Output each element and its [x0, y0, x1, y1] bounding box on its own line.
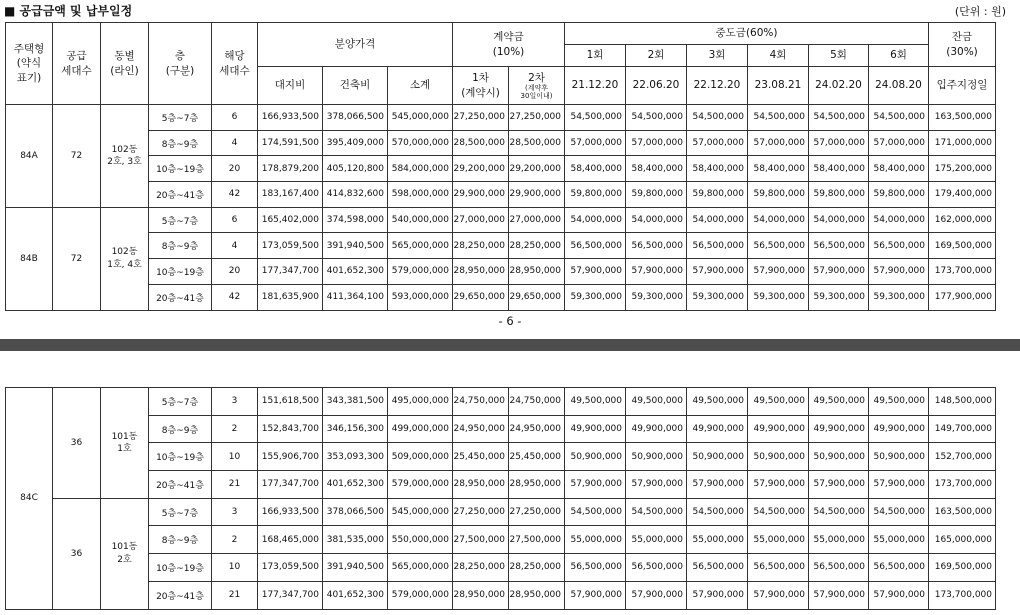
- amount-cell: 183,167,400: [258, 182, 323, 208]
- amount-cell: 378,066,500: [323, 498, 388, 526]
- amount-cell: 49,500,000: [565, 388, 626, 416]
- amount-cell: 540,000,000: [388, 207, 453, 233]
- amount-cell: 59,300,000: [809, 284, 869, 310]
- units-cell: 42: [212, 182, 258, 208]
- amount-cell: 49,900,000: [626, 415, 687, 443]
- amount-cell: 57,900,000: [687, 259, 748, 285]
- amount-cell: 49,500,000: [687, 388, 748, 416]
- amount-cell: 55,000,000: [809, 526, 869, 554]
- amount-cell: 49,900,000: [687, 415, 748, 443]
- header-round-2: 2회: [626, 45, 687, 67]
- table-row: [6, 130, 996, 156]
- amount-cell: 374,598,000: [323, 207, 388, 233]
- amount-cell: 55,000,000: [687, 526, 748, 554]
- amount-cell: 171,000,000: [929, 130, 996, 156]
- amount-cell: 56,500,000: [748, 554, 809, 582]
- header-building: 건축비: [323, 67, 388, 105]
- amount-cell: 57,900,000: [809, 471, 869, 499]
- dong-cell: 102동 1호, 4호: [101, 207, 149, 310]
- amount-cell: 173,700,000: [929, 581, 996, 609]
- amount-cell: 57,000,000: [748, 130, 809, 156]
- amount-cell: 401,652,300: [323, 259, 388, 285]
- amount-cell: 54,500,000: [809, 105, 869, 131]
- header-date-4: 23.08.21: [748, 67, 809, 105]
- supply-cell: 72: [53, 105, 101, 208]
- amount-cell: 59,800,000: [565, 182, 626, 208]
- amount-cell: 509,000,000: [388, 443, 453, 471]
- amount-cell: 54,000,000: [869, 207, 929, 233]
- amount-cell: 148,500,000: [929, 388, 996, 416]
- amount-cell: 550,000,000: [388, 526, 453, 554]
- amount-cell: 54,500,000: [626, 498, 687, 526]
- amount-cell: 54,500,000: [809, 498, 869, 526]
- amount-cell: 545,000,000: [388, 498, 453, 526]
- amount-cell: 50,900,000: [809, 443, 869, 471]
- dong-cell: 102동 2호, 3호: [101, 105, 149, 208]
- type-cell: 84B: [6, 207, 53, 310]
- amount-cell: 54,000,000: [809, 207, 869, 233]
- amount-cell: 50,900,000: [565, 443, 626, 471]
- amount-cell: 165,000,000: [929, 526, 996, 554]
- amount-cell: 570,000,000: [388, 130, 453, 156]
- amount-cell: 175,200,000: [929, 156, 996, 182]
- amount-cell: 155,906,700: [258, 443, 323, 471]
- type-cell: 84C: [6, 388, 53, 610]
- amount-cell: 57,900,000: [869, 259, 929, 285]
- amount-cell: 49,500,000: [809, 388, 869, 416]
- header-date-5: 24.02.20: [809, 67, 869, 105]
- amount-cell: 54,500,000: [565, 498, 626, 526]
- amount-cell: 29,900,000: [453, 182, 509, 208]
- price-table-bottom: [5, 387, 996, 610]
- amount-cell: 25,450,000: [453, 443, 509, 471]
- amount-cell: 391,940,500: [323, 233, 388, 259]
- amount-cell: 59,800,000: [626, 182, 687, 208]
- amount-cell: 579,000,000: [388, 581, 453, 609]
- amount-cell: 57,900,000: [748, 581, 809, 609]
- amount-cell: 173,059,500: [258, 554, 323, 582]
- amount-cell: 57,900,000: [626, 471, 687, 499]
- amount-cell: 56,500,000: [626, 554, 687, 582]
- unit-label: (단위 : 원): [954, 5, 1006, 18]
- amount-cell: 56,500,000: [565, 554, 626, 582]
- header-round-4: 4회: [748, 45, 809, 67]
- amount-cell: 57,900,000: [687, 581, 748, 609]
- units-cell: 4: [212, 233, 258, 259]
- amount-cell: 54,000,000: [748, 207, 809, 233]
- amount-cell: 49,500,000: [626, 388, 687, 416]
- floor-cell: 5층~7층: [149, 207, 212, 233]
- amount-cell: 27,250,000: [453, 498, 509, 526]
- amount-cell: 56,500,000: [869, 233, 929, 259]
- amount-cell: 57,900,000: [809, 259, 869, 285]
- floor-cell: 20층~41층: [149, 581, 212, 609]
- amount-cell: 55,000,000: [565, 526, 626, 554]
- amount-cell: 28,950,000: [509, 471, 565, 499]
- floor-cell: 5층~7층: [149, 105, 212, 131]
- amount-cell: 401,652,300: [323, 471, 388, 499]
- amount-cell: 59,300,000: [687, 284, 748, 310]
- header-price: 분양가격: [258, 23, 453, 67]
- amount-cell: 50,900,000: [869, 443, 929, 471]
- table-row: [6, 105, 996, 131]
- amount-cell: 59,300,000: [869, 284, 929, 310]
- header-floor: 층 (구분): [149, 23, 212, 105]
- amount-cell: 59,300,000: [626, 284, 687, 310]
- amount-cell: 49,900,000: [809, 415, 869, 443]
- amount-cell: 545,000,000: [388, 105, 453, 131]
- amount-cell: 57,000,000: [626, 130, 687, 156]
- amount-cell: 57,900,000: [565, 581, 626, 609]
- floor-cell: 10층~19층: [149, 156, 212, 182]
- amount-cell: 166,933,500: [258, 105, 323, 131]
- table-row: [6, 498, 996, 526]
- amount-cell: 59,300,000: [748, 284, 809, 310]
- amount-cell: 177,347,700: [258, 259, 323, 285]
- floor-cell: 8층~9층: [149, 233, 212, 259]
- floor-cell: 20층~41층: [149, 471, 212, 499]
- amount-cell: 28,250,000: [509, 233, 565, 259]
- amount-cell: 28,500,000: [453, 130, 509, 156]
- amount-cell: 565,000,000: [388, 554, 453, 582]
- amount-cell: 49,900,000: [565, 415, 626, 443]
- amount-cell: 56,500,000: [869, 554, 929, 582]
- header-round-3: 3회: [687, 45, 748, 67]
- amount-cell: 29,200,000: [509, 156, 565, 182]
- amount-cell: 27,250,000: [509, 105, 565, 131]
- floor-cell: 8층~9층: [149, 526, 212, 554]
- amount-cell: 411,364,100: [323, 284, 388, 310]
- amount-cell: 49,500,000: [748, 388, 809, 416]
- units-cell: 20: [212, 156, 258, 182]
- units-cell: 20: [212, 259, 258, 285]
- amount-cell: 152,843,700: [258, 415, 323, 443]
- header-deposit-2: [509, 67, 565, 105]
- table-row: [6, 415, 996, 443]
- amount-cell: 401,652,300: [323, 581, 388, 609]
- floor-cell: 10층~19층: [149, 443, 212, 471]
- header-date-1: 21.12.20: [565, 67, 626, 105]
- amount-cell: 55,000,000: [869, 526, 929, 554]
- header-round-6: 6회: [869, 45, 929, 67]
- amount-cell: 391,940,500: [323, 554, 388, 582]
- amount-cell: 56,500,000: [809, 554, 869, 582]
- amount-cell: 58,400,000: [565, 156, 626, 182]
- amount-cell: 54,500,000: [687, 105, 748, 131]
- amount-cell: 28,500,000: [509, 130, 565, 156]
- amount-cell: 173,700,000: [929, 471, 996, 499]
- amount-cell: 28,950,000: [509, 581, 565, 609]
- amount-cell: 579,000,000: [388, 259, 453, 285]
- header-deposit-1: 1차 (계약시): [453, 67, 509, 105]
- amount-cell: 28,250,000: [453, 233, 509, 259]
- table-row: [6, 471, 996, 499]
- table-row: [6, 233, 996, 259]
- type-cell: 84A: [6, 105, 53, 208]
- amount-cell: 27,000,000: [453, 207, 509, 233]
- amount-cell: 593,000,000: [388, 284, 453, 310]
- amount-cell: 584,000,000: [388, 156, 453, 182]
- amount-cell: 24,750,000: [453, 388, 509, 416]
- amount-cell: 27,250,000: [453, 105, 509, 131]
- amount-cell: 378,066,500: [323, 105, 388, 131]
- amount-cell: 54,500,000: [687, 498, 748, 526]
- table-row: [6, 284, 996, 310]
- header-round-5: 5회: [809, 45, 869, 67]
- supply-cell: 72: [53, 207, 101, 310]
- table-row: [6, 554, 996, 582]
- amount-cell: 54,500,000: [869, 498, 929, 526]
- amount-cell: 54,500,000: [869, 105, 929, 131]
- floor-cell: 8층~9층: [149, 130, 212, 156]
- units-cell: 2: [212, 526, 258, 554]
- amount-cell: 28,950,000: [453, 259, 509, 285]
- amount-cell: 58,400,000: [809, 156, 869, 182]
- amount-cell: 50,900,000: [748, 443, 809, 471]
- amount-cell: 54,500,000: [626, 105, 687, 131]
- dong-cell: 101동 1호: [101, 388, 149, 499]
- section-title: ■ 공급금액 및 납부일정: [4, 4, 133, 18]
- amount-cell: 56,500,000: [687, 554, 748, 582]
- floor-cell: 10층~19층: [149, 259, 212, 285]
- amount-cell: 57,000,000: [687, 130, 748, 156]
- units-cell: 21: [212, 471, 258, 499]
- amount-cell: 395,409,000: [323, 130, 388, 156]
- amount-cell: 54,000,000: [565, 207, 626, 233]
- amount-cell: 55,000,000: [748, 526, 809, 554]
- amount-cell: 29,900,000: [509, 182, 565, 208]
- amount-cell: 58,400,000: [626, 156, 687, 182]
- header-type: 주택형 (약식 표기): [6, 23, 53, 105]
- floor-cell: 10층~19층: [149, 554, 212, 582]
- header-deposit-2-label: 2차: [528, 72, 545, 85]
- amount-cell: 56,500,000: [626, 233, 687, 259]
- amount-cell: 29,650,000: [509, 284, 565, 310]
- amount-cell: 152,700,000: [929, 443, 996, 471]
- amount-cell: 57,900,000: [565, 259, 626, 285]
- table-row: [6, 259, 996, 285]
- amount-cell: 58,400,000: [687, 156, 748, 182]
- amount-cell: 57,900,000: [869, 471, 929, 499]
- units-cell: 4: [212, 130, 258, 156]
- amount-cell: 414,832,600: [323, 182, 388, 208]
- page-number: - 6 -: [498, 314, 522, 328]
- amount-cell: 177,347,700: [258, 471, 323, 499]
- amount-cell: 27,000,000: [509, 207, 565, 233]
- header-round-1: 1회: [565, 45, 626, 67]
- table-row: [6, 443, 996, 471]
- amount-cell: 168,465,000: [258, 526, 323, 554]
- price-table-top: [5, 22, 996, 311]
- amount-cell: 565,000,000: [388, 233, 453, 259]
- amount-cell: 174,591,500: [258, 130, 323, 156]
- amount-cell: 495,000,000: [388, 388, 453, 416]
- amount-cell: 57,000,000: [565, 130, 626, 156]
- amount-cell: 149,700,000: [929, 415, 996, 443]
- amount-cell: 181,635,900: [258, 284, 323, 310]
- amount-cell: 166,933,500: [258, 498, 323, 526]
- amount-cell: 56,500,000: [565, 233, 626, 259]
- amount-cell: 579,000,000: [388, 471, 453, 499]
- amount-cell: 50,900,000: [687, 443, 748, 471]
- amount-cell: 56,500,000: [748, 233, 809, 259]
- amount-cell: 57,900,000: [626, 581, 687, 609]
- header-date-6: 24.08.20: [869, 67, 929, 105]
- units-cell: 3: [212, 388, 258, 416]
- amount-cell: 57,900,000: [626, 259, 687, 285]
- units-cell: 42: [212, 284, 258, 310]
- amount-cell: 499,000,000: [388, 415, 453, 443]
- amount-cell: 54,500,000: [748, 105, 809, 131]
- amount-cell: 59,800,000: [809, 182, 869, 208]
- amount-cell: 56,500,000: [687, 233, 748, 259]
- amount-cell: 169,500,000: [929, 233, 996, 259]
- floor-cell: 5층~7층: [149, 388, 212, 416]
- floor-cell: 5층~7층: [149, 498, 212, 526]
- amount-cell: 177,347,700: [258, 581, 323, 609]
- amount-cell: 353,093,300: [323, 443, 388, 471]
- table-row: [6, 526, 996, 554]
- amount-cell: 162,000,000: [929, 207, 996, 233]
- amount-cell: 173,700,000: [929, 259, 996, 285]
- page-separator: [0, 339, 1020, 351]
- amount-cell: 50,900,000: [626, 443, 687, 471]
- header-subtotal: 소계: [388, 67, 453, 105]
- header-date-3: 22.12.20: [687, 67, 748, 105]
- amount-cell: 163,500,000: [929, 498, 996, 526]
- amount-cell: 57,900,000: [869, 581, 929, 609]
- amount-cell: 24,950,000: [453, 415, 509, 443]
- amount-cell: 57,900,000: [748, 259, 809, 285]
- amount-cell: 57,900,000: [809, 581, 869, 609]
- units-cell: 10: [212, 554, 258, 582]
- amount-cell: 49,900,000: [748, 415, 809, 443]
- floor-cell: 20층~41층: [149, 284, 212, 310]
- amount-cell: 59,300,000: [565, 284, 626, 310]
- amount-cell: 57,900,000: [565, 471, 626, 499]
- amount-cell: 24,950,000: [509, 415, 565, 443]
- table-row: [6, 388, 996, 416]
- amount-cell: 28,950,000: [453, 581, 509, 609]
- amount-cell: 58,400,000: [748, 156, 809, 182]
- header-date-2: 22.06.20: [626, 67, 687, 105]
- amount-cell: 54,500,000: [565, 105, 626, 131]
- amount-cell: 346,156,300: [323, 415, 388, 443]
- amount-cell: 57,900,000: [687, 471, 748, 499]
- table-row: [6, 207, 996, 233]
- header-balance-date: 입주지정일: [929, 67, 996, 105]
- amount-cell: 29,650,000: [453, 284, 509, 310]
- amount-cell: 178,879,200: [258, 156, 323, 182]
- amount-cell: 54,000,000: [687, 207, 748, 233]
- amount-cell: 27,500,000: [509, 526, 565, 554]
- units-cell: 3: [212, 498, 258, 526]
- units-cell: 2: [212, 415, 258, 443]
- amount-cell: 28,950,000: [453, 471, 509, 499]
- dong-cell: 101동 2호: [101, 498, 149, 609]
- units-cell: 21: [212, 581, 258, 609]
- amount-cell: 29,200,000: [453, 156, 509, 182]
- amount-cell: 57,000,000: [809, 130, 869, 156]
- amount-cell: 28,250,000: [509, 554, 565, 582]
- amount-cell: 28,950,000: [509, 259, 565, 285]
- amount-cell: 177,900,000: [929, 284, 996, 310]
- units-cell: 10: [212, 443, 258, 471]
- amount-cell: 54,000,000: [626, 207, 687, 233]
- amount-cell: 57,000,000: [869, 130, 929, 156]
- amount-cell: 49,900,000: [869, 415, 929, 443]
- amount-cell: 27,500,000: [453, 526, 509, 554]
- floor-cell: 20층~41층: [149, 182, 212, 208]
- header-land: 대지비: [258, 67, 323, 105]
- amount-cell: 57,900,000: [748, 471, 809, 499]
- amount-cell: 59,800,000: [869, 182, 929, 208]
- amount-cell: 55,000,000: [626, 526, 687, 554]
- header-middle: 중도금(60%): [565, 23, 929, 45]
- amount-cell: 27,250,000: [509, 498, 565, 526]
- units-cell: 6: [212, 207, 258, 233]
- floor-cell: 8층~9층: [149, 415, 212, 443]
- amount-cell: 598,000,000: [388, 182, 453, 208]
- amount-cell: 49,500,000: [869, 388, 929, 416]
- amount-cell: 163,500,000: [929, 105, 996, 131]
- amount-cell: 59,800,000: [687, 182, 748, 208]
- header-deposit: 계약금 (10%): [453, 23, 565, 67]
- table-row: [6, 156, 996, 182]
- table-row: [6, 581, 996, 609]
- amount-cell: 343,381,500: [323, 388, 388, 416]
- amount-cell: 25,450,000: [509, 443, 565, 471]
- header-supply: 공급 세대수: [53, 23, 101, 105]
- amount-cell: 179,400,000: [929, 182, 996, 208]
- table-row: [6, 182, 996, 208]
- header-dong: 동별 (라인): [101, 23, 149, 105]
- amount-cell: 24,750,000: [509, 388, 565, 416]
- header-balance: 잔금 (30%): [929, 23, 996, 67]
- amount-cell: 173,059,500: [258, 233, 323, 259]
- amount-cell: 56,500,000: [809, 233, 869, 259]
- header-deposit-2-note: (계약후 30일이내): [520, 84, 553, 100]
- amount-cell: 58,400,000: [869, 156, 929, 182]
- amount-cell: 165,402,000: [258, 207, 323, 233]
- amount-cell: 151,618,500: [258, 388, 323, 416]
- units-cell: 6: [212, 105, 258, 131]
- amount-cell: 381,535,000: [323, 526, 388, 554]
- amount-cell: 169,500,000: [929, 554, 996, 582]
- amount-cell: 59,800,000: [748, 182, 809, 208]
- supply-cell: 36: [53, 498, 101, 609]
- amount-cell: 405,120,800: [323, 156, 388, 182]
- header-units: 해당 세대수: [212, 23, 258, 105]
- supply-cell: 36: [53, 388, 101, 499]
- amount-cell: 28,250,000: [453, 554, 509, 582]
- amount-cell: 54,500,000: [748, 498, 809, 526]
